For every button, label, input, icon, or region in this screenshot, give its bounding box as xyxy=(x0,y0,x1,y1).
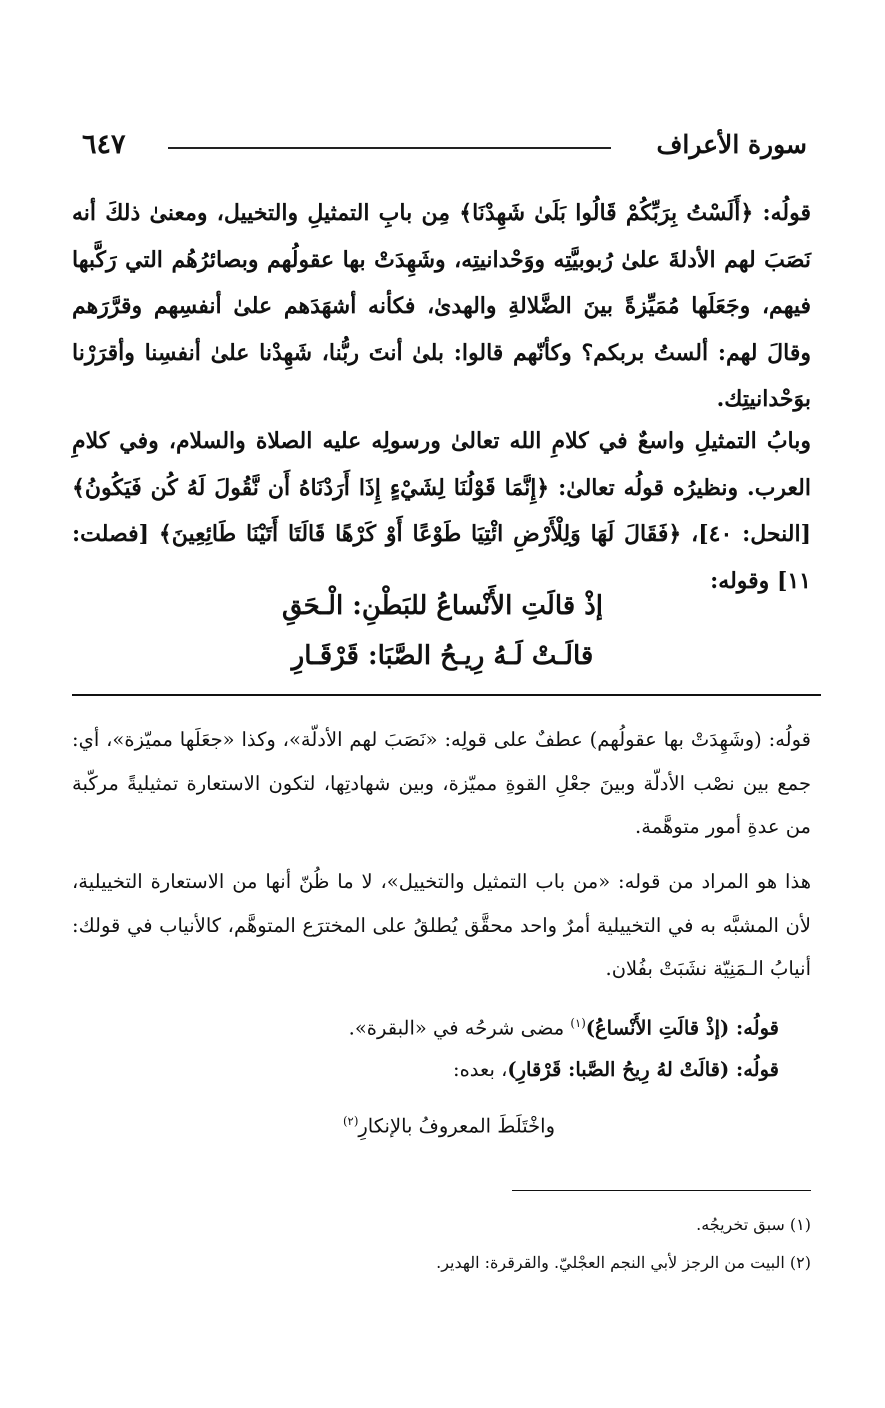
commentary-text: ، بعده: xyxy=(453,1058,508,1081)
header-rule xyxy=(168,147,611,149)
surah-title: سورة الأعراف xyxy=(656,130,807,159)
footnote-ref-2: (٢) xyxy=(342,1114,359,1128)
poetry-verse-2: قالَـتْ لَـهُ رِيـحُ الصَّبَا: قَرْقَـارِ xyxy=(291,641,594,671)
commentary-paragraph-1: قولُه: (وشَهِدَتْ بها عقولُهم) عطفٌ على قولِه: «نَصَبَ لهم الأدلّة»، وكذا «جعَلَها مميّزة»، أي: جمع بين نصْب الأدلّة وبينَ جعْلِ القوةِ مميّزة، وبين شهادتِها، لتكون الاستعارة تمثيليةً مركّبة من عدةِ أمور متوهَّمة. xyxy=(72,728,811,838)
running-header xyxy=(82,128,807,164)
commentary-line-2 xyxy=(72,1048,811,1092)
quoted-phrase: قولُه: (إذْ قالَتِ الأَنْساعُ) xyxy=(585,1016,779,1040)
footnote-2: (٢) البيت من الرجز لأبي النجم العجْليّ. والقرقرة: الهدير. xyxy=(436,1253,811,1272)
commentary-paragraph-2: هذا هو المراد من قوله: «من باب التمثيل والتخييل»، لا ما ظُنّ أنها من الاستعارة التخييلية، لأن المشبَّه به في التخييلية أمرٌ واحد محقَّق يُطلقُ على المخترَع المتوهَّم، كالأنياب في قولك: أنيابُ الـمَنِيّة نشَبَتْ بفُلان. xyxy=(72,870,811,980)
commentary-line-1 xyxy=(72,1002,811,1050)
footnote-ref-1: (١) xyxy=(570,1016,586,1030)
commentary-text: مضى شرحُه في «البقرة». xyxy=(348,1016,571,1040)
quoted-phrase: قولُه: (قالَتْ لهُ رِيحُ الصَّبا: قَرْقارِ) xyxy=(507,1058,779,1081)
page-number: ٦٤٧ xyxy=(82,129,126,160)
poetry-verse-1: إذْ قالَتِ الأَنْساعُ للبَطْنِ: الْـحَقِ xyxy=(281,591,604,621)
section-divider xyxy=(72,694,821,696)
verse-continuation: واخْتَلَطَ المعروفُ بالإنكارِ xyxy=(358,1114,555,1138)
main-paragraph-1: قولُه: ﴿أَلَسْتُ بِرَبِّكُمْ قَالُوا بَلَىٰ شَهِدْنَا﴾ مِن بابِ التمثيلِ والتخييل، ومعنىٰ ذلكَ أنه نَصَبَ لهم الأدلةَ علىٰ رُبوبيَّتِه ووَحْدانيتِه، وشَهِدَتْ بها عقولُهم وبصائرُهُم التي رَكَّبها فيهم، وجَعَلَها مُمَيِّزةً بينَ الضَّلالةِ والهدىٰ، فكأنه أشهَدَهم علىٰ أنفسِهم وقرَّرَهم وقالَ لهم: ألستُ بربكم؟ وكأنّهم قالوا: بلىٰ أنتَ ربُّنا، شَهِدْنا علىٰ أنفسِنا وأقرَرْنا بوَحْدانيتِك. xyxy=(72,200,811,412)
main-paragraph-2: وبابُ التمثيلِ واسعٌ في كلامِ الله تعالىٰ ورسولِه عليه الصلاة والسلام، وفي كلامِ العرب. ونظيرُه قولُه تعالىٰ: ﴿إِنَّمَا قَوْلُنَا لِشَيْءٍ إِذَا أَرَدْنَاهُ أَن نَّقُولَ لَهُ كُن فَيَكُونُ﴾ [النحل: ٤٠]، ﴿فَقَالَ لَهَا وَلِلْأَرْضِ ائْتِيَا طَوْعًا أَوْ كَرْهًا قَالَتَا أَتَيْنَا طَائِعِينَ﴾ [فصلت: ١١] وقوله: xyxy=(72,428,811,594)
footnote-rule xyxy=(512,1190,811,1191)
footnote-1: (١) سبق تخريجُه. xyxy=(696,1215,811,1234)
commentary-line-3 xyxy=(72,1100,811,1148)
